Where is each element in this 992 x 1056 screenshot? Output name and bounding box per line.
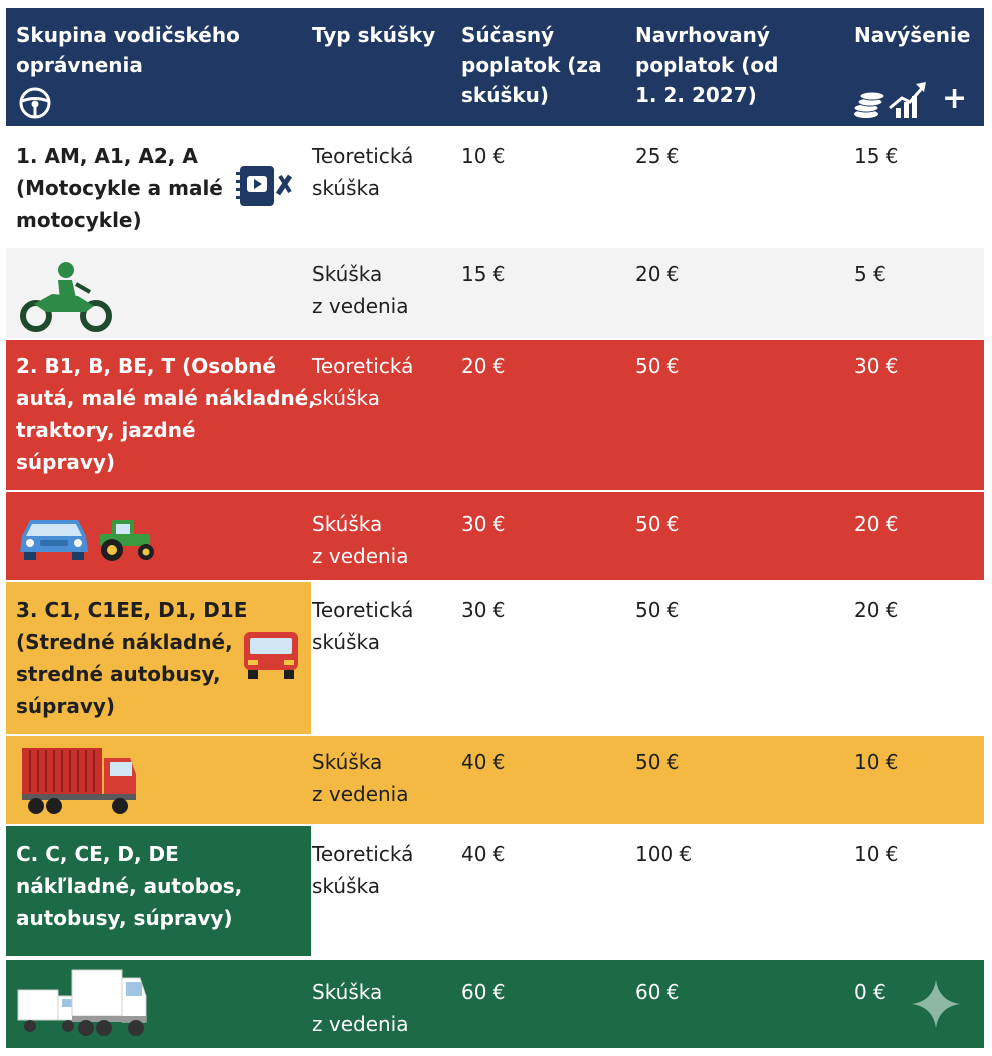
increase: 30 € bbox=[854, 354, 899, 378]
table-row bbox=[6, 736, 984, 824]
increase: 5 € bbox=[854, 262, 886, 286]
proposed-fee: 25 € bbox=[635, 144, 680, 168]
table-row bbox=[6, 126, 984, 246]
trucks-icon bbox=[16, 966, 148, 1046]
group-label: C. C, CE, D, DE nákľladné, autobos, autobusy, súpravy) bbox=[16, 842, 243, 930]
increase: 20 € bbox=[854, 598, 899, 622]
current-fee: 40 € bbox=[461, 750, 506, 774]
exam-type: Teoretická skúška bbox=[312, 144, 414, 200]
group-label: 1. AM, A1, A2, A (Motocykle a malé motocykle) bbox=[16, 144, 223, 232]
increase: 0 € bbox=[854, 980, 886, 1004]
proposed-fee: 20 € bbox=[635, 262, 680, 286]
group-label: 2. B1, B, BE, T (Osobné autá, malé malé nákladné, traktory, jazdné súpravy) bbox=[16, 354, 316, 474]
header-increase: Navýšenie bbox=[854, 23, 971, 47]
motorcycle-icon bbox=[16, 254, 112, 336]
current-fee: 40 € bbox=[461, 842, 506, 866]
table-row bbox=[6, 492, 984, 580]
increase: 20 € bbox=[854, 512, 899, 536]
current-fee: 30 € bbox=[461, 598, 506, 622]
header-group: Skupina vodičského oprávnenia bbox=[16, 23, 240, 77]
exam-type: Skúška z vedenia bbox=[312, 750, 409, 806]
exam-type: Skúška z vedenia bbox=[312, 512, 409, 568]
car-icon bbox=[16, 512, 92, 566]
table-row bbox=[6, 582, 984, 734]
proposed-fee: 50 € bbox=[635, 354, 680, 378]
steering-wheel-icon bbox=[18, 86, 52, 124]
increase: 10 € bbox=[854, 842, 899, 866]
current-fee: 60 € bbox=[461, 980, 506, 1004]
proposed-fee: 50 € bbox=[635, 512, 680, 536]
plus-sign: + bbox=[942, 81, 968, 116]
exam-type: Teoretická skúška bbox=[312, 354, 414, 410]
medium-truck-icon bbox=[240, 628, 302, 686]
table-row bbox=[6, 826, 984, 956]
exam-type: Teoretická skúška bbox=[312, 598, 414, 654]
current-fee: 20 € bbox=[461, 354, 506, 378]
truck-icon bbox=[20, 744, 140, 822]
table-header bbox=[6, 8, 984, 126]
proposed-fee: 50 € bbox=[635, 598, 680, 622]
header-type: Typ skúšky bbox=[312, 23, 436, 47]
table-row bbox=[6, 248, 984, 338]
header-current: Súčasný poplatok (za skúšku) bbox=[461, 23, 602, 107]
current-fee: 10 € bbox=[461, 144, 506, 168]
proposed-fee: 50 € bbox=[635, 750, 680, 774]
increase: 10 € bbox=[854, 750, 899, 774]
table-row bbox=[6, 340, 984, 490]
tractor-icon bbox=[94, 514, 158, 566]
exam-type: Skúška z vedenia bbox=[312, 262, 409, 318]
exam-type: Teoretická skúška bbox=[312, 842, 414, 898]
sparkle-icon bbox=[910, 978, 962, 1034]
coins-growth-icon bbox=[852, 78, 932, 124]
group-label: 3. C1, C1EE, D1, D1E (Stredné nákladné, stredné autobusy, súpravy) bbox=[16, 598, 248, 718]
video-book-icon bbox=[234, 162, 294, 214]
proposed-fee: 100 € bbox=[635, 842, 693, 866]
increase: 15 € bbox=[854, 144, 899, 168]
header-proposed: Navrhovaný poplatok (od 1. 2. 2027) bbox=[635, 23, 779, 107]
table-row bbox=[6, 960, 984, 1048]
proposed-fee: 60 € bbox=[635, 980, 680, 1004]
current-fee: 15 € bbox=[461, 262, 506, 286]
current-fee: 30 € bbox=[461, 512, 506, 536]
exam-type: Skúška z vedenia bbox=[312, 980, 409, 1036]
